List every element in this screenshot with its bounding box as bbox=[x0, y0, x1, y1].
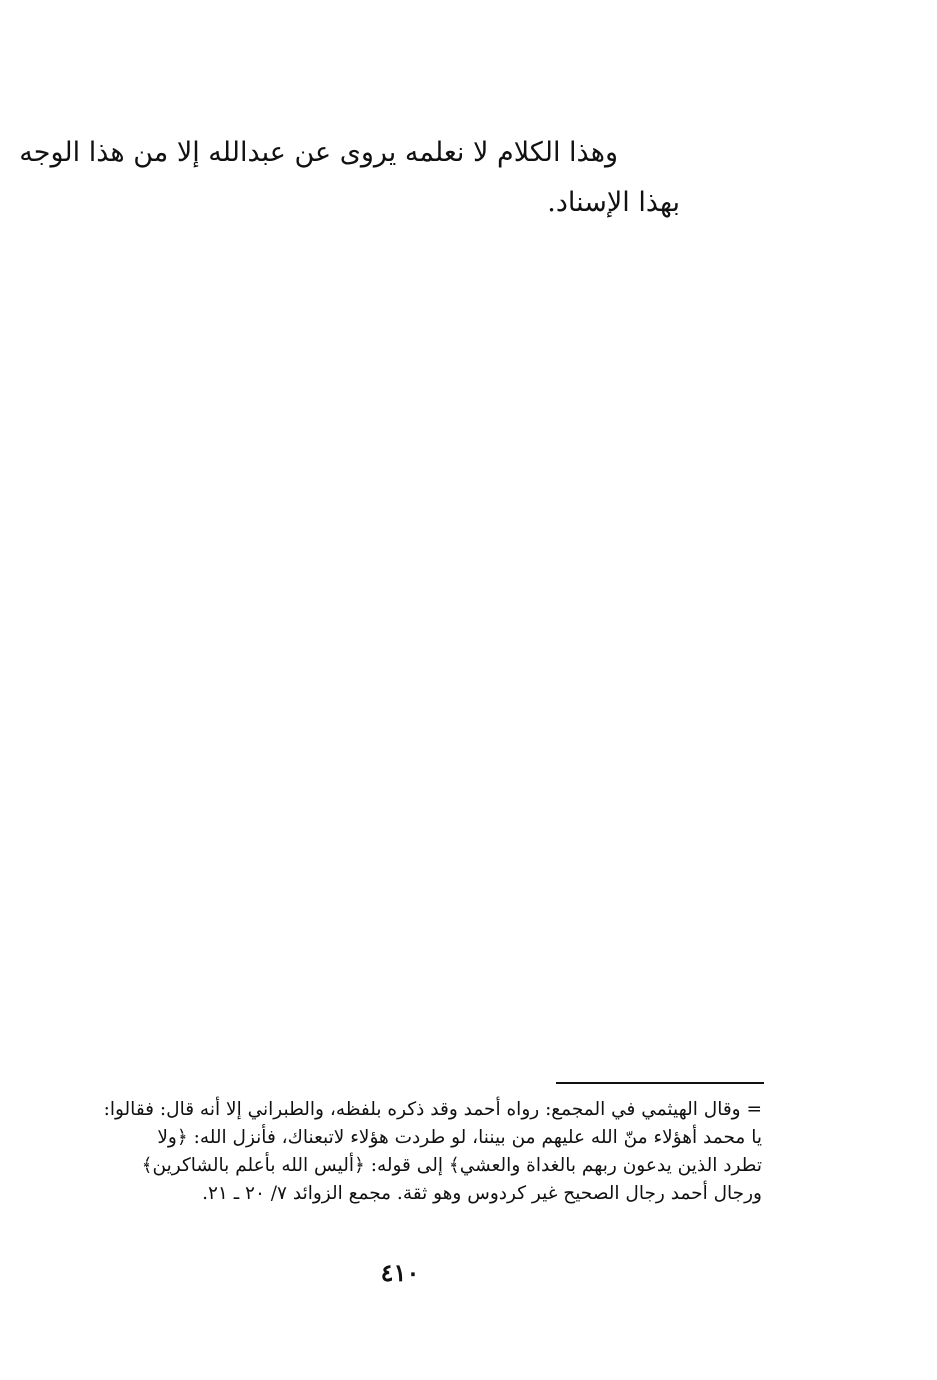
footnote-block bbox=[70, 1096, 762, 1208]
main-text-line-2: بهذا الإسناد. bbox=[547, 187, 680, 218]
main-text-line-1: وهذا الكلام لا نعلمه يروى عن عبدالله إلا من هذا الوجه bbox=[19, 137, 618, 168]
footnote-separator bbox=[556, 1082, 764, 1084]
footnote-line-3: تطرد الذين يدعون ربهم بالغداة والعشي﴾ إلى قوله: ﴿أليس الله بأعلم بالشاكرين﴾ bbox=[141, 1155, 762, 1176]
footnote-line-2: يا محمد أهؤلاء منّ الله عليهم من بيننا، لو طردت هؤلاء لاتبعناك، فأنزل الله: ﴿ولا bbox=[157, 1127, 762, 1148]
main-text-block bbox=[19, 128, 680, 228]
footnote-line-1: = وقال الهيثمي في المجمع: رواه أحمد وقد ذكره بلفظه، والطبراني إلا أنه قال: فقالوا: bbox=[103, 1099, 762, 1120]
page-number: ٤١٠ bbox=[380, 1258, 420, 1287]
footnote-line-4: ورجال أحمد رجال الصحيح غير كردوس وهو ثقة. مجمع الزوائد ٧/ ٢٠ ـ ٢١. bbox=[202, 1183, 762, 1204]
